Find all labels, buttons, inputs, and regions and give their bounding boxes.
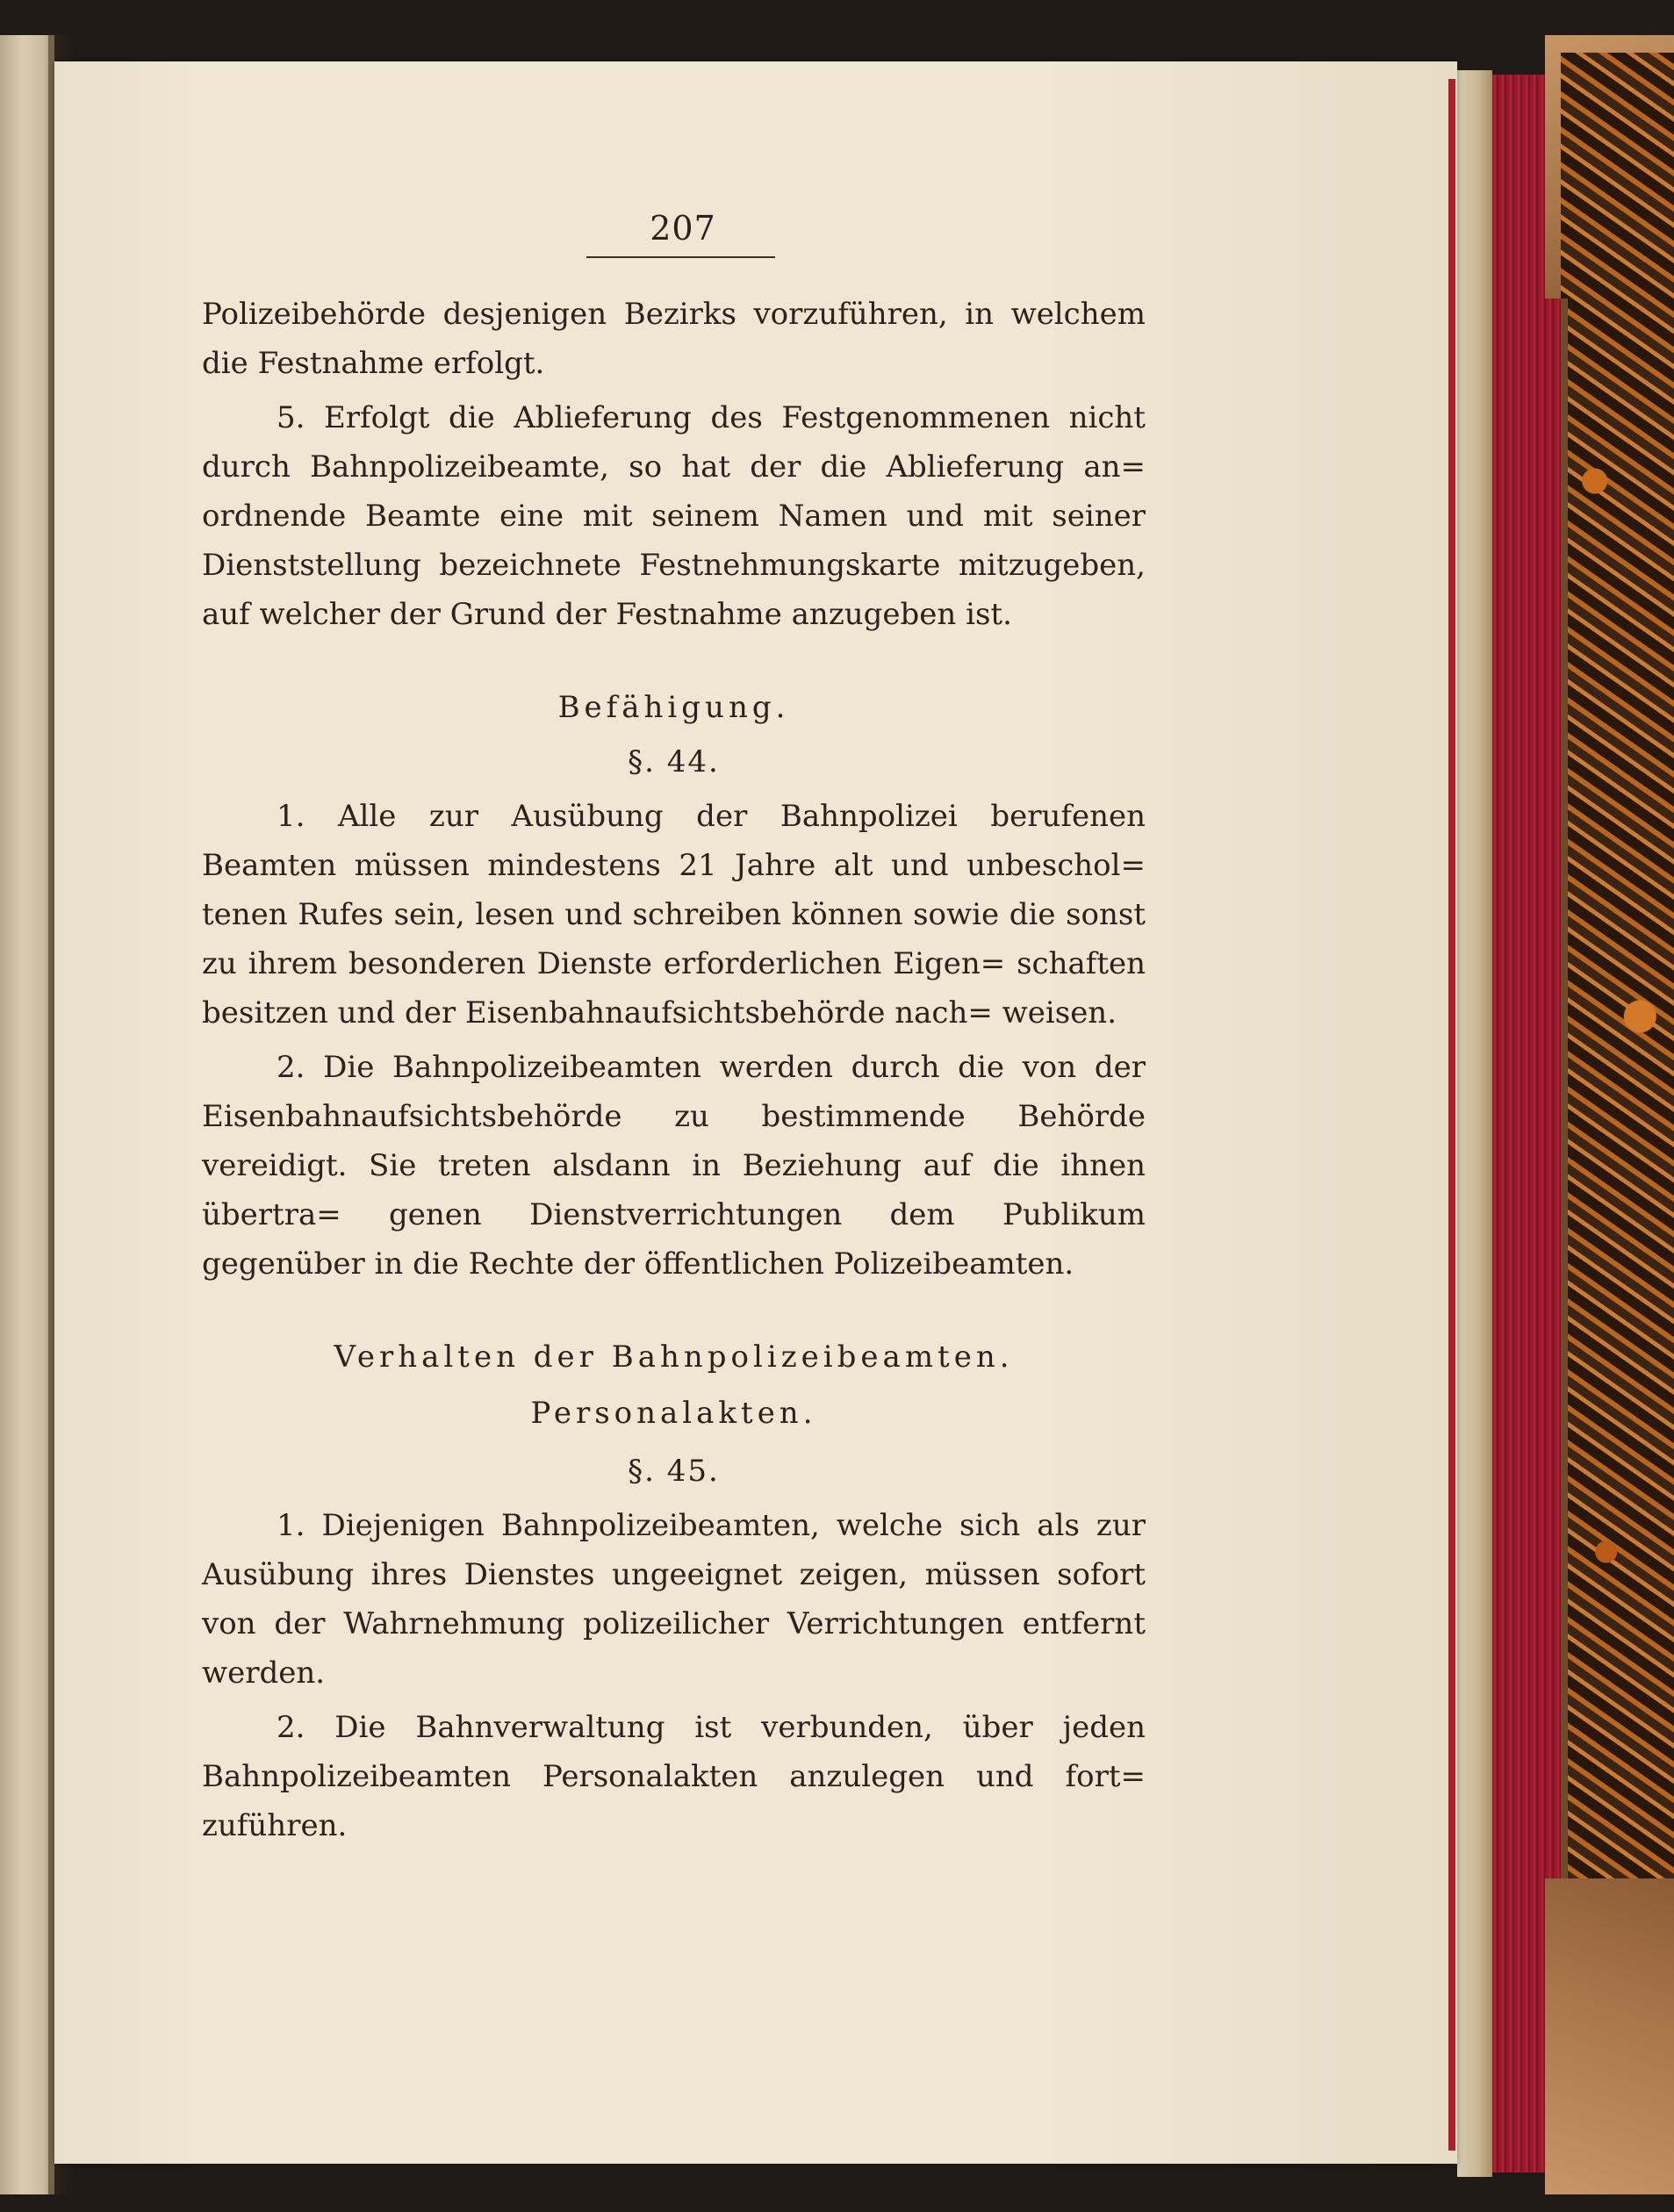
section-number: §. 44.: [628, 744, 720, 779]
header-rule: [586, 256, 775, 258]
section-heading: Verhalten der Bahnpolizeibeamten.: [334, 1339, 1014, 1375]
marbled-cover: [1561, 53, 1674, 2194]
paragraph: 1. Alle zur Ausübung der Bahnpolizei berufenen Beamten müssen mindestens 21 Jahre alt und unbeschol= tenen Rufes sein, lesen und schreiben können sowie die sonst zu ihrem besonderen Dienste erforderlichen Eigen= schaften besitzen und der Eisenbahnaufsichtsbehörde nach= weisen.: [202, 799, 1146, 1031]
section-number: §. 45.: [628, 1454, 720, 1489]
paragraph: 2. Die Bahnpolizeibeamten werden durch die von der Eisenbahnaufsichtsbehörde zu bestimmende Behörde vereidigt. Sie treten alsdann in Beziehung auf die ihnen übertra= genen Dienstverrichtungen dem Publikum gegenüber in die Rechte der öffentlichen Polizeibeamten.: [202, 1050, 1146, 1282]
page-gutter: [1457, 70, 1492, 2177]
paragraph: 1. Diejenigen Bahnpolizeibeamten, welche sich als zur Ausübung ihres Dienstes ungeeignet zeigen, müssen sofort von der Wahrnehmung polizeilicher Verrichtungen entfernt werden.: [202, 1508, 1146, 1691]
left-facing-page-edge: [0, 35, 54, 2194]
red-page-edges: [1492, 75, 1561, 2172]
section-heading: Personalakten.: [530, 1396, 817, 1431]
section-heading: Befähigung.: [557, 690, 790, 725]
page-red-edge-line: [1448, 79, 1455, 2151]
cover-binding: [1561, 298, 1568, 1878]
paragraph: 2. Die Bahnverwaltung ist verbunden, über jeden Bahnpolizeibeamten Personalakten anzulegen und fort= zuführen.: [202, 1710, 1146, 1843]
paragraph: Polizeibehörde desjenigen Bezirks vorzuführen, in welchem die Festnahme erfolgt.: [202, 297, 1146, 381]
paragraph: 5. Erfolgt die Ablieferung des Festgenommenen nicht durch Bahnpolizeibeamte, so hat der die Ablieferung an= ordnende Beamte eine mit seinem Namen und mit seiner Dienststellung bezeichnete Festnehmungskarte mitzugeben, auf welcher der Grund der Festnahme anzugeben ist.: [202, 400, 1146, 632]
text-block: [202, 290, 1146, 1850]
page-number: 207: [650, 209, 716, 248]
cover-corner-bottom: [1545, 1878, 1674, 2194]
